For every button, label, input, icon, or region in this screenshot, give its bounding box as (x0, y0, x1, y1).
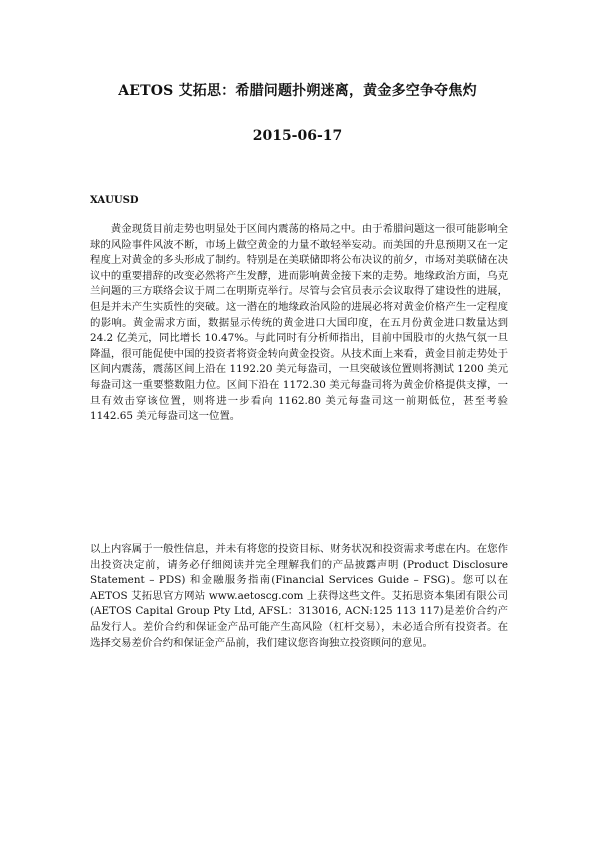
publish-date: 2015-06-17 (252, 128, 343, 144)
instrument-symbol: XAUUSD (90, 195, 139, 206)
disclaimer-text: 以上内容属于一般性信息，并未有将您的投资目标、财务状况和投资需求考虑在内。在您作出投资决定前，请务必仔细阅读并完全理解我们的产品披露声明 (Product Disclosure Statement – PDS) 和金融服务指南(Financial Services Guide – FSG)。您可以在 AETOS 艾拓思官方网站 www.aetoscg.com 上获得这些文件。艾拓思资本集团有限公司(AETOS Capital Group Pty Ltd, AFSL：313016, ACN:125 113 117)是差价合约产品发行人。差价合约和保证金产品可能产生高风险（杠杆交易），未必适合所有投资者。在选择交易差价合约和保证金产品前，我们建议您咨询独立投资顾问的意见。 (90, 543, 508, 649)
page-title: AETOS 艾拓思：希腊问题扑朔迷离，黄金多空争夺焦灼 (118, 83, 477, 99)
article-body: 黄金现货目前走势也明显处于区间内震荡的格局之中。由于希腊问题这一很可能影响全球的风险事件风波不断，市场上做空黄金的力量不敢轻举妄动。而美国的升息预期又在一定程度上对黄金的多头形成了制约。特别是在美联储即将公布决议的前夕，市场对美联储在决议中的重要措辞的改变必然将产生发酵，进而影响黄金接下来的走势。地缘政治方面，乌克兰问题的三方联络会议于周二在明斯克举行。尽管与会官员表示会议取得了建设性的进展，但是并未产生实质性的突破。这一潜在的地缘政治风险的进展必将对黄金价格产生一定程度的影响。黄金需求方面，数据显示传统的黄金进口大国印度，在五月份黄金进口数量达到 24.2 亿美元，同比增长 10.47%。与此同时有分析师指出，目前中国股市的火热气氛一旦降温，很可能促使中国的投资者将资金转向黄金投资。从技术面上来看，黄金目前走势处于区间内震荡，震荡区间上沿在 1192.20 美元每盎司，一旦突破该位置则将测试 1200 美元每盎司这一重要整数阻力位。区间下沿在 1172.30 美元每盎司将为黄金价格提供支撑，一旦有效击穿该位置，则将进一步看向 1162.80 美元每盎司这一前期低位，甚至考验 1142.65 美元每盎司这一位置。 (90, 223, 508, 423)
